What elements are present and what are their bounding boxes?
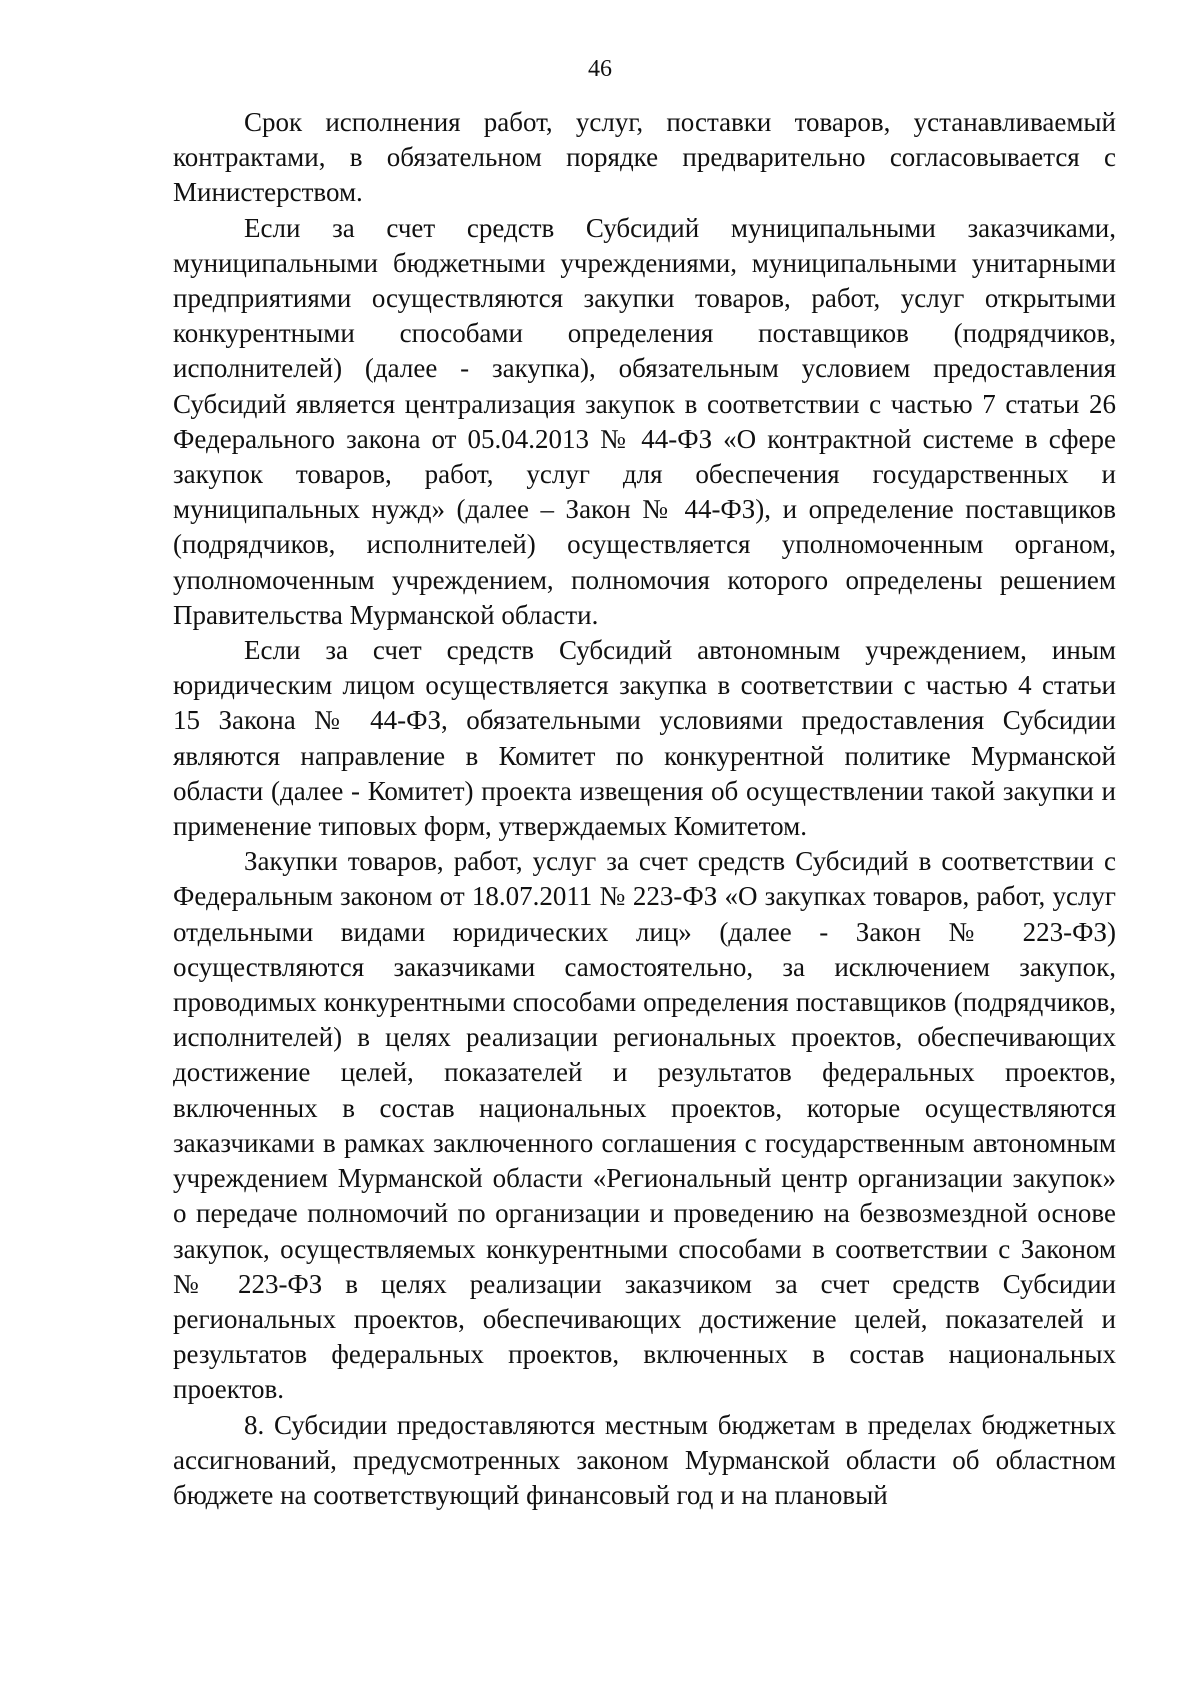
document-body <box>173 105 1116 1513</box>
paragraph-subsidy-provision: 8. Субсидии предоставляются местным бюджетам в пределах бюджетных ассигнований, предусмотренных законом Мурманской области об областном бюджете на соответствующий финансовый год и на плановый <box>173 1409 1116 1510</box>
paragraph-municipal-procurement: Если за счет средств Субсидий муниципальными заказчиками, муниципальными бюджетными учреждениями, муниципальными унитарными предприятиями осуществляются закупки товаров, работ, услуг открытыми конкурентными способами определения поставщиков (подрядчиков, исполнителей) (далее - закупка), обязательным условием предоставления Субсидий является централизация закупок в соответствии с частью 7 статьи 26 Федерального закона от 05.04.2013 № 44-ФЗ «О контрактной системе в сфере закупок товаров, работ, услуг для обеспечения государственных и муниципальных нужд» (далее – Закон № 44-ФЗ), и определение поставщиков (подрядчиков, исполнителей) осуществляется уполномоченным органом, уполномоченным учреждением, полномочия которого определены решением Правительства Мурманской области. <box>173 212 1116 630</box>
paragraph-autonomous-procurement: Если за счет средств Субсидий автономным учреждением, иным юридическим лицом осуществляется закупка в соответствии с частью 4 статьи 15 Закона № 44-ФЗ, обязательными условиями предоставления Субсидии являются направление в Комитет по конкурентной политике Мурманской области (далее - Комитет) проекта извещения об осуществлении такой закупки и применение типовых форм, утверждаемых Комитетом. <box>173 635 1116 842</box>
paragraph-223fz-procurement: Закупки товаров, работ, услуг за счет средств Субсидий в соответствии с Федеральным законом от 18.07.2011 № 223-ФЗ «О закупках товаров, работ, услуг отдельными видами юридических лиц» (далее - Закон № 223-ФЗ) осуществляются заказчиками самостоятельно, за исключением закупок, проводимых конкурентными способами определения поставщиков (подрядчиков, исполнителей) в целях реализации региональных проектов, обеспечивающих достижение целей, показателей и результатов федеральных проектов, включенных в состав национальных проектов, которые осуществляются заказчиками в рамках заключенного соглашения с государственным автономным учреждением Мурманской области «Региональный центр организации закупок» о передаче полномочий по организации и проведению на безвозмездной основе закупок, осуществляемых конкурентными способами в соответствии с Законом № 223-ФЗ в целях реализации заказчиком за счет средств Субсидии региональных проектов, обеспечивающих достижение целей, показателей и результатов федеральных проектов, включенных в состав национальных проектов. <box>173 846 1116 1405</box>
paragraph-contract-deadline: Срок исполнения работ, услуг, поставки товаров, устанавливаемый контрактами, в обязательном порядке предварительно согласовывается с Министерством. <box>173 107 1116 208</box>
page-number: 46 <box>588 56 612 82</box>
